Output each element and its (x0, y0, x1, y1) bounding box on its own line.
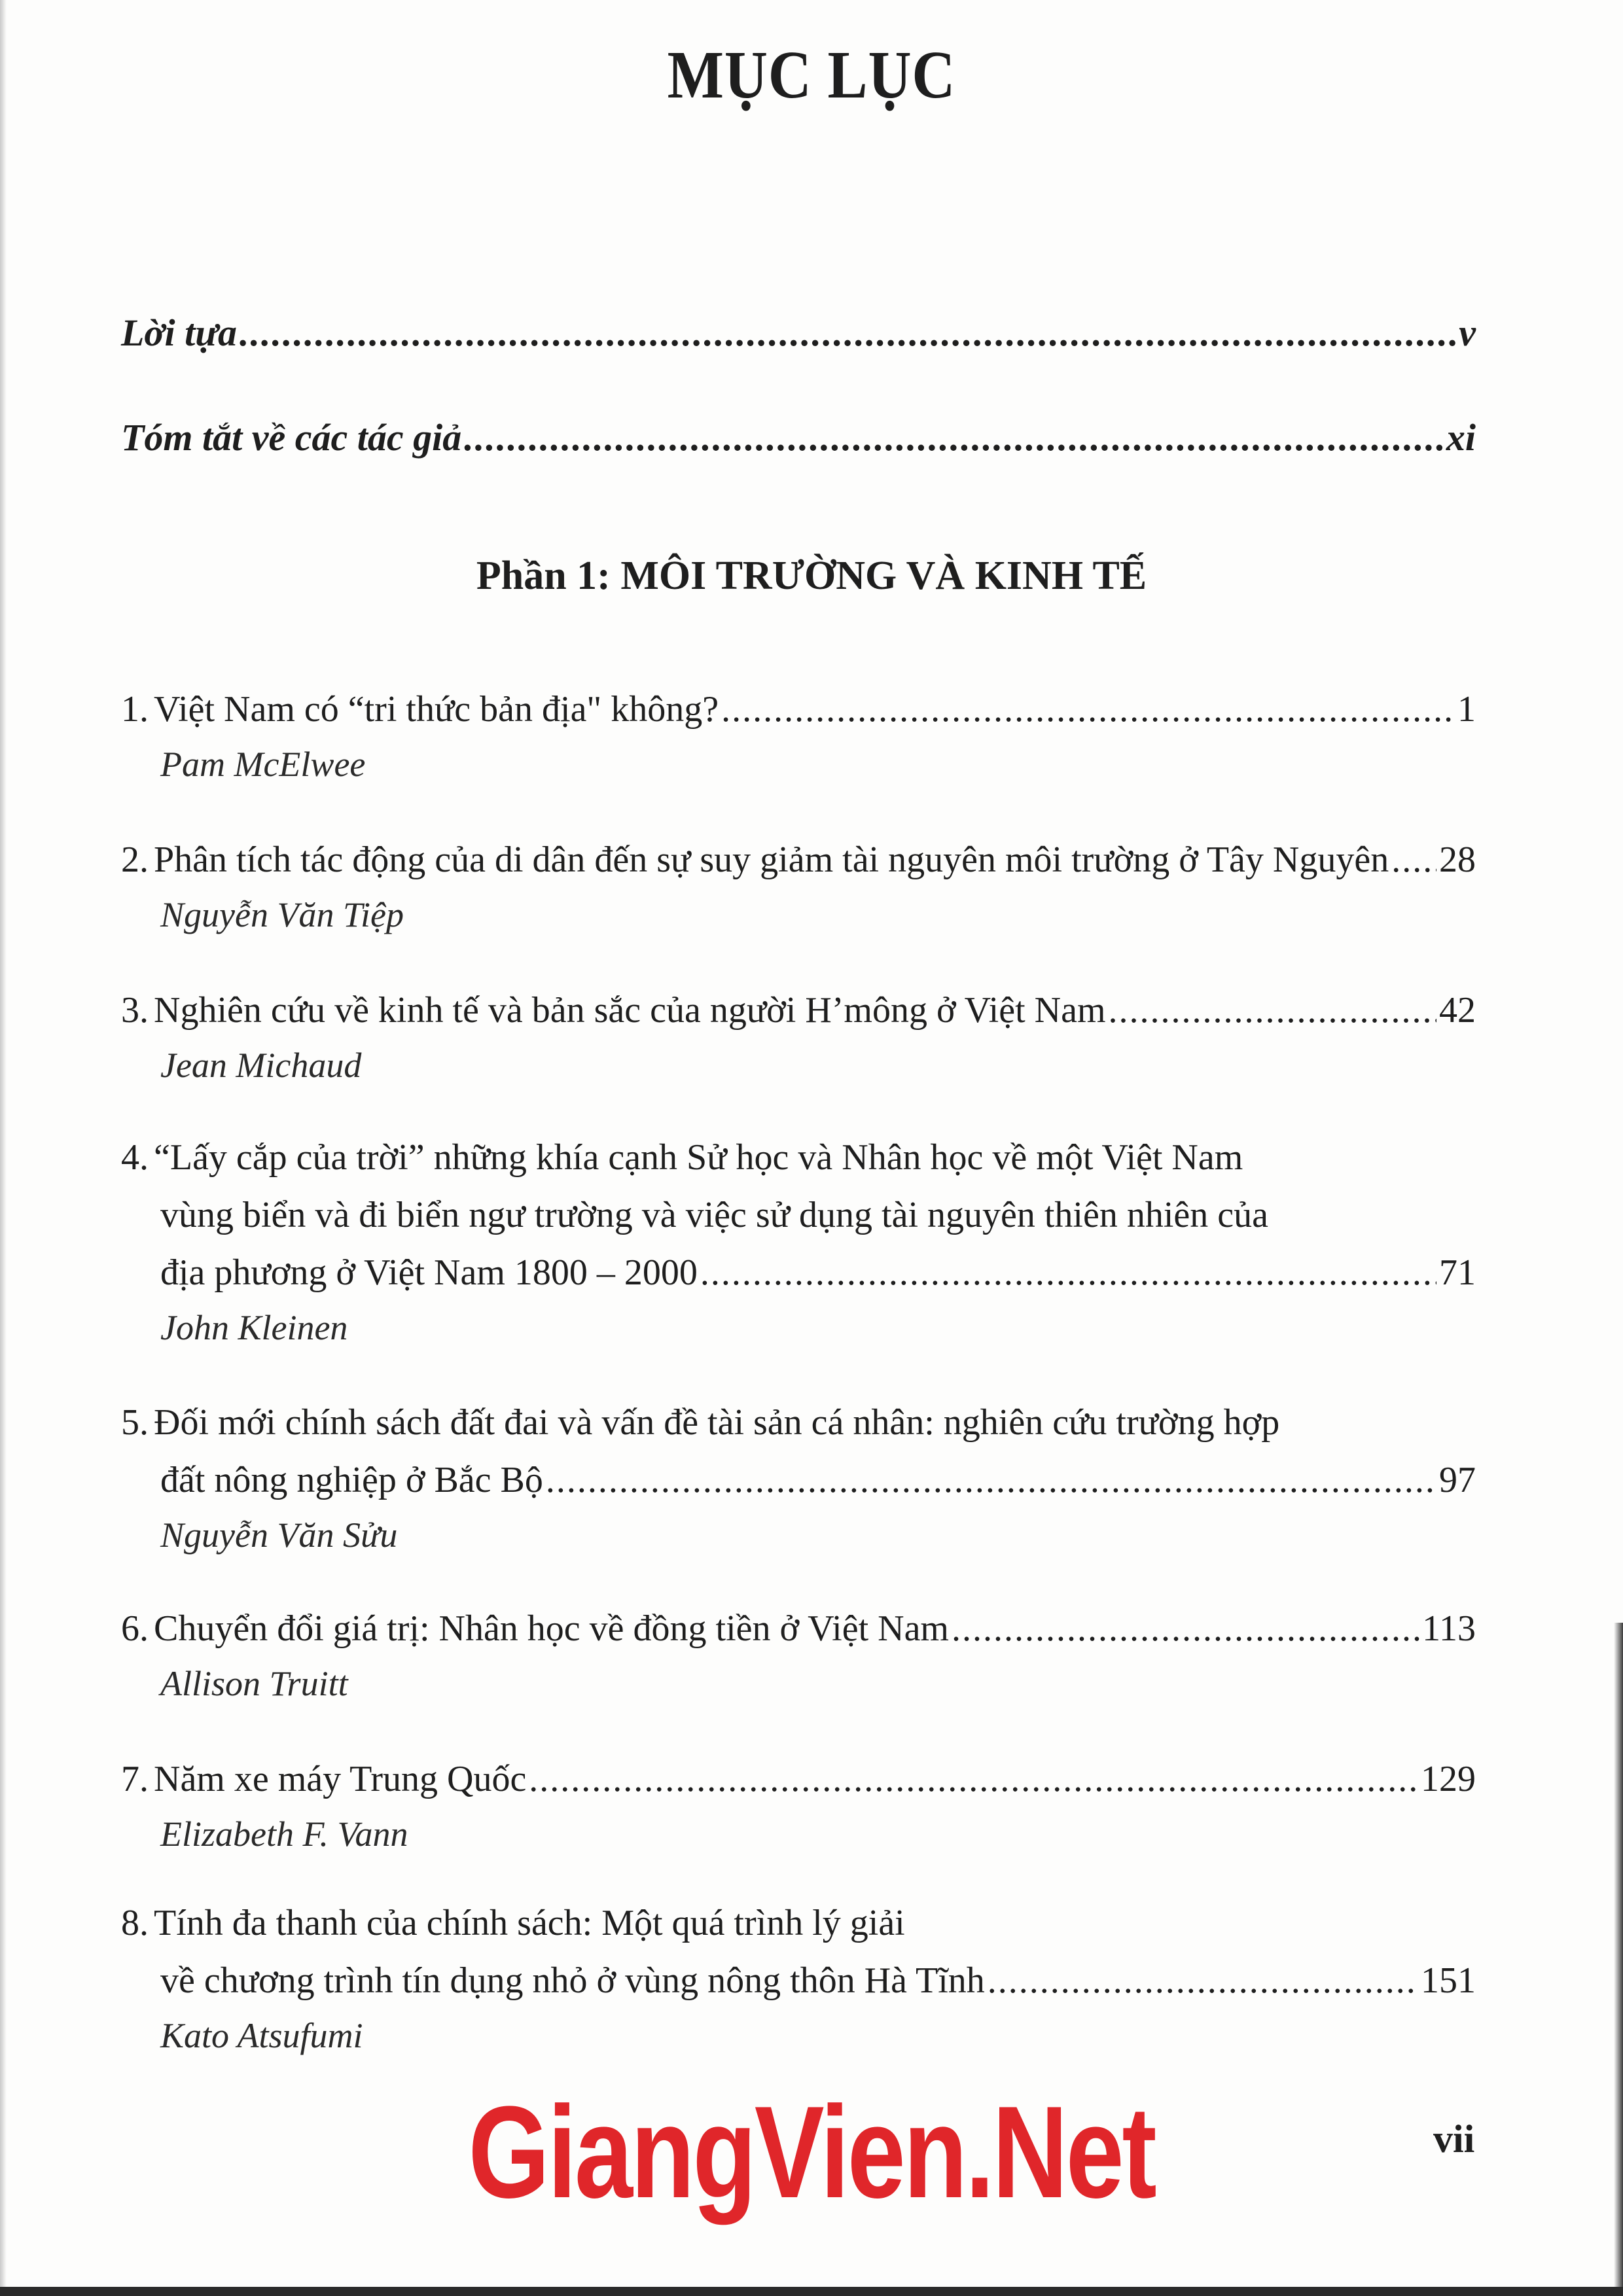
page-title: MỤC LỤC (667, 37, 956, 113)
toc-chapter-5 (121, 1394, 1476, 1561)
chapter-title-line-2: đất nông nghiệp ở Bắc Bộ (160, 1460, 543, 1500)
dot-leader (721, 680, 1455, 738)
scan-edge-bottom (0, 2287, 1623, 2296)
chapter-author: Nguyễn Văn Tiệp (160, 895, 404, 934)
chapter-author: Kato Atsufumi (160, 2016, 363, 2055)
chapter-page: 1 (1457, 689, 1476, 730)
dot-leader (700, 1244, 1436, 1301)
toc-chapter-7 (121, 1750, 1476, 1860)
chapter-number: 2. (121, 839, 149, 880)
scan-edge-left (0, 0, 7, 2296)
chapter-number: 1. (121, 689, 149, 730)
dot-leader (1109, 981, 1437, 1039)
chapter-number: 3. (121, 990, 149, 1031)
toc-entry-label: Tóm tắt về các tác giả (121, 416, 462, 459)
chapter-page: 71 (1439, 1252, 1476, 1293)
chapter-page: 129 (1421, 1759, 1476, 1799)
chapter-page: 151 (1421, 1960, 1476, 2001)
chapter-author: Jean Michaud (160, 1046, 362, 1085)
chapter-page: 97 (1439, 1460, 1476, 1500)
dot-leader (546, 1451, 1436, 1509)
chapter-title-line-1: Tính đa thanh của chính sách: Một quá trình lý giải (154, 1903, 905, 1943)
toc-chapter-6 (121, 1600, 1476, 1710)
toc-entry-authors-summary (121, 415, 1476, 459)
part-heading: Phần 1: MÔI TRƯỜNG VÀ KINH TẾ (476, 554, 1147, 598)
chapter-title-line-3: địa phương ở Việt Nam 1800 – 2000 (160, 1252, 698, 1293)
chapter-author: Pam McElwee (160, 745, 366, 784)
chapter-number: 7. (121, 1759, 149, 1799)
toc-chapter-2 (121, 831, 1476, 941)
chapter-page: 42 (1439, 990, 1476, 1031)
chapter-author: Allison Truitt (160, 1664, 348, 1703)
dot-leader (529, 1750, 1418, 1808)
chapter-title-line-1: “Lấy cắp của trời” những khía cạnh Sử học và Nhân học về một Việt Nam (154, 1137, 1243, 1178)
toc-entry-preface (121, 311, 1476, 355)
watermark-logo: GiangVien.Net (468, 2079, 1155, 2225)
chapter-title-line-2: vùng biển và đi biển ngư trường và việc sử dụng tài nguyên thiên nhiên của (160, 1195, 1268, 1235)
chapter-author: John Kleinen (160, 1308, 348, 1347)
scan-edge-right (1614, 1623, 1623, 2296)
toc-chapter-3 (121, 981, 1476, 1091)
chapter-number: 6. (121, 1608, 149, 1649)
chapter-page: 113 (1422, 1608, 1476, 1649)
toc-entry-page: v (1459, 311, 1476, 354)
dot-leader (240, 311, 1456, 355)
dot-leader (988, 1952, 1418, 2009)
toc-entry-page: xi (1446, 416, 1476, 459)
chapter-title: Chuyển đổi giá trị: Nhân học về đồng tiền ở Việt Nam (154, 1608, 949, 1649)
toc-chapter-4 (121, 1129, 1476, 1354)
toc-chapter-1 (121, 680, 1476, 790)
chapter-author: Nguyễn Văn Sửu (160, 1515, 398, 1555)
chapter-title-line-2: về chương trình tín dụng nhỏ ở vùng nông thôn Hà Tĩnh (160, 1960, 985, 2001)
chapter-title: Năm xe máy Trung Quốc (154, 1759, 527, 1799)
chapter-title: Phân tích tác động của di dân đến sự suy giảm tài nguyên môi trường ở Tây Nguyên (154, 839, 1389, 880)
chapter-number: 4. (121, 1137, 149, 1178)
toc-entry-label: Lời tựa (121, 311, 238, 354)
chapter-page: 28 (1439, 839, 1476, 880)
page-number: vii (1433, 2117, 1475, 2161)
dot-leader (1391, 831, 1436, 889)
toc-chapter-8 (121, 1894, 1476, 2062)
dot-leader (464, 415, 1444, 459)
chapter-author: Elizabeth F. Vann (160, 1814, 408, 1854)
chapter-number: 5. (121, 1402, 149, 1443)
chapter-title-line-1: Đối mới chính sách đất đai và vấn đề tài sản cá nhân: nghiên cứu trường hợp (154, 1402, 1280, 1443)
chapter-title: Nghiên cứu về kinh tế và bản sắc của người H’mông ở Việt Nam (154, 990, 1106, 1031)
chapter-number: 8. (121, 1903, 149, 1943)
dot-leader (952, 1600, 1419, 1657)
chapter-title: Việt Nam có “tri thức bản địa" không? (154, 689, 719, 730)
